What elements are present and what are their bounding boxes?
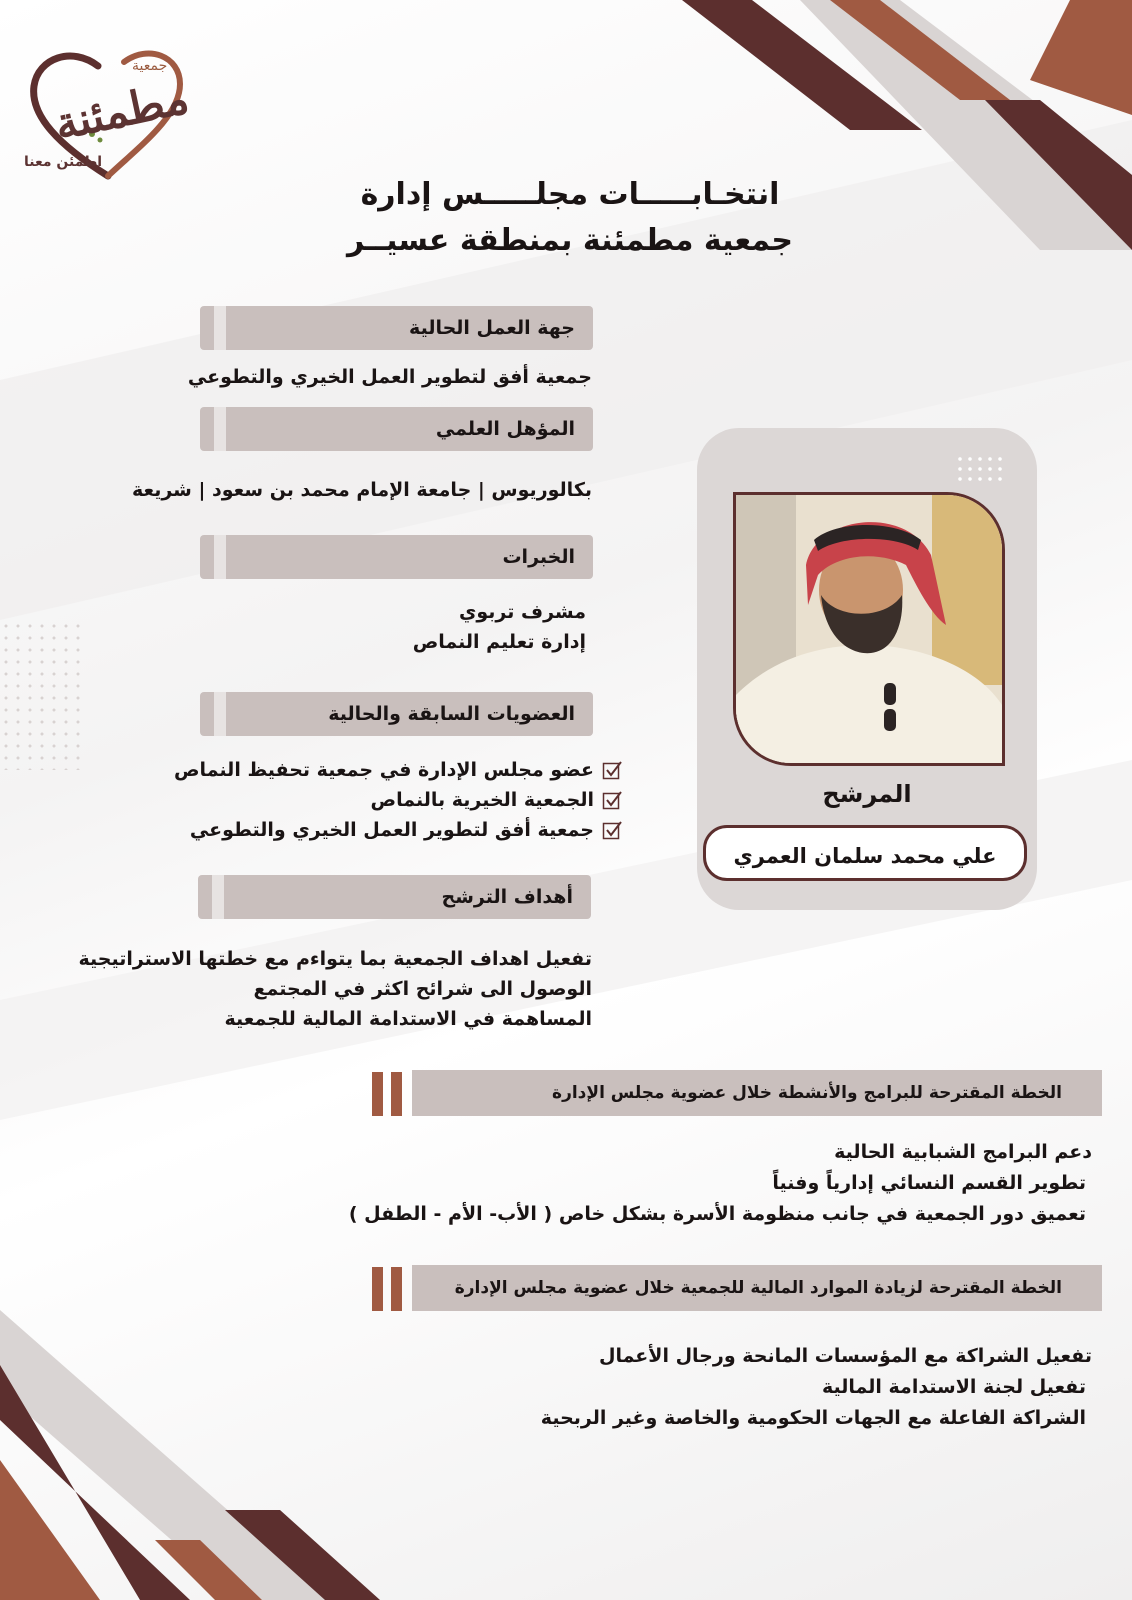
plan-header-label: الخطة المقترحة للبرامج والأنشطة خلال عضوية مجلس الإدارة — [552, 1083, 1062, 1103]
checkbox-checked-icon — [602, 760, 622, 780]
experience-line: إدارة تعليم النماص — [412, 631, 586, 653]
plan-line: دعم البرامج الشبابية الحالية — [834, 1141, 1092, 1163]
plan-line: تطوير القسم النسائي إدارياً وفنياً — [772, 1172, 1086, 1194]
checkbox-checked-icon — [602, 820, 622, 840]
candidate-name: علي محمد سلمان العمري — [703, 825, 1027, 881]
qualification-text: بكالوريوس | جامعة الإمام محمد بن سعود | شريعة — [131, 479, 592, 501]
title-line-2: جمعية مطمئنة بمنطقة عسيــر — [346, 223, 794, 258]
section-header-label: الخبرات — [502, 546, 575, 568]
candidate-portrait — [736, 495, 1002, 763]
plan-line: تعميق دور الجمعية في جانب منظومة الأسرة بشكل خاص ( الأب- الأم - الطفل ) — [348, 1203, 1086, 1225]
page-title — [340, 172, 800, 264]
section-header-qualification — [200, 407, 593, 451]
workplace-text: جمعية أفق لتطوير العمل الخيري والتطوعي — [187, 366, 592, 388]
membership-text: جمعية أفق لتطوير العمل الخيري والتطوعي — [189, 819, 594, 841]
plan-header-resources — [412, 1265, 1102, 1311]
list-item — [174, 785, 622, 815]
plan-line: الشراكة الفاعلة مع الجهات الحكومية والخاصة وغير الربحية — [540, 1407, 1086, 1429]
candidate-card — [697, 428, 1037, 910]
dot-grid-decoration — [0, 620, 84, 770]
list-item — [174, 815, 622, 845]
plan-programs-list — [349, 1137, 1092, 1230]
plan-bars-decoration — [372, 1072, 404, 1116]
section-header-label: جهة العمل الحالية — [409, 317, 575, 339]
plan-resources-list — [541, 1341, 1092, 1434]
experience-line: مشرف تربوي — [458, 601, 586, 623]
checkbox-checked-icon — [602, 790, 622, 810]
plan-bars-decoration — [372, 1267, 404, 1311]
logo-slogan: اطمئن معنا — [24, 154, 103, 170]
membership-text: عضو مجلس الإدارة في جمعية تحفيظ النماص — [174, 759, 594, 781]
logo-wordmark: مطمئنة — [50, 72, 194, 151]
list-item — [174, 755, 622, 785]
goals-list — [78, 944, 592, 1034]
section-header-memberships — [200, 692, 593, 736]
plan-header-programs — [412, 1070, 1102, 1116]
section-header-label: العضويات السابقة والحالية — [328, 703, 575, 725]
association-logo — [20, 36, 194, 186]
section-header-experience — [200, 535, 593, 579]
membership-text: الجمعية الخيرية بالنماص — [370, 789, 594, 811]
candidate-photo — [733, 492, 1005, 766]
section-header-label: أهداف الترشح — [441, 886, 573, 908]
experience-list — [413, 597, 586, 657]
section-header-label: المؤهل العلمي — [435, 418, 575, 440]
dots-decoration — [955, 454, 1003, 484]
goal-line: الوصول الى شرائح اكثر في المجتمع — [253, 978, 592, 1000]
logo-small-text: جمعية — [132, 58, 168, 74]
plan-line: تفعيل لجنة الاستدامة المالية — [821, 1376, 1086, 1398]
plan-header-label: الخطة المقترحة لزيادة الموارد المالية للجمعية خلال عضوية مجلس الإدارة — [454, 1278, 1062, 1298]
goal-line: المساهمة في الاستدامة المالية للجمعية — [224, 1008, 592, 1030]
candidate-label: المرشح — [822, 780, 912, 808]
memberships-list — [174, 755, 622, 845]
title-line-1: انتخـابـــــات مجلـــــس إدارة — [360, 177, 780, 212]
section-header-goals — [198, 875, 591, 919]
section-header-workplace — [200, 306, 593, 350]
plan-line: تفعيل الشراكة مع المؤسسات المانحة ورجال الأعمال — [598, 1345, 1092, 1367]
goal-line: تفعيل اهداف الجمعية بما يتواءم مع خطتها الاستراتيجية — [78, 948, 592, 970]
